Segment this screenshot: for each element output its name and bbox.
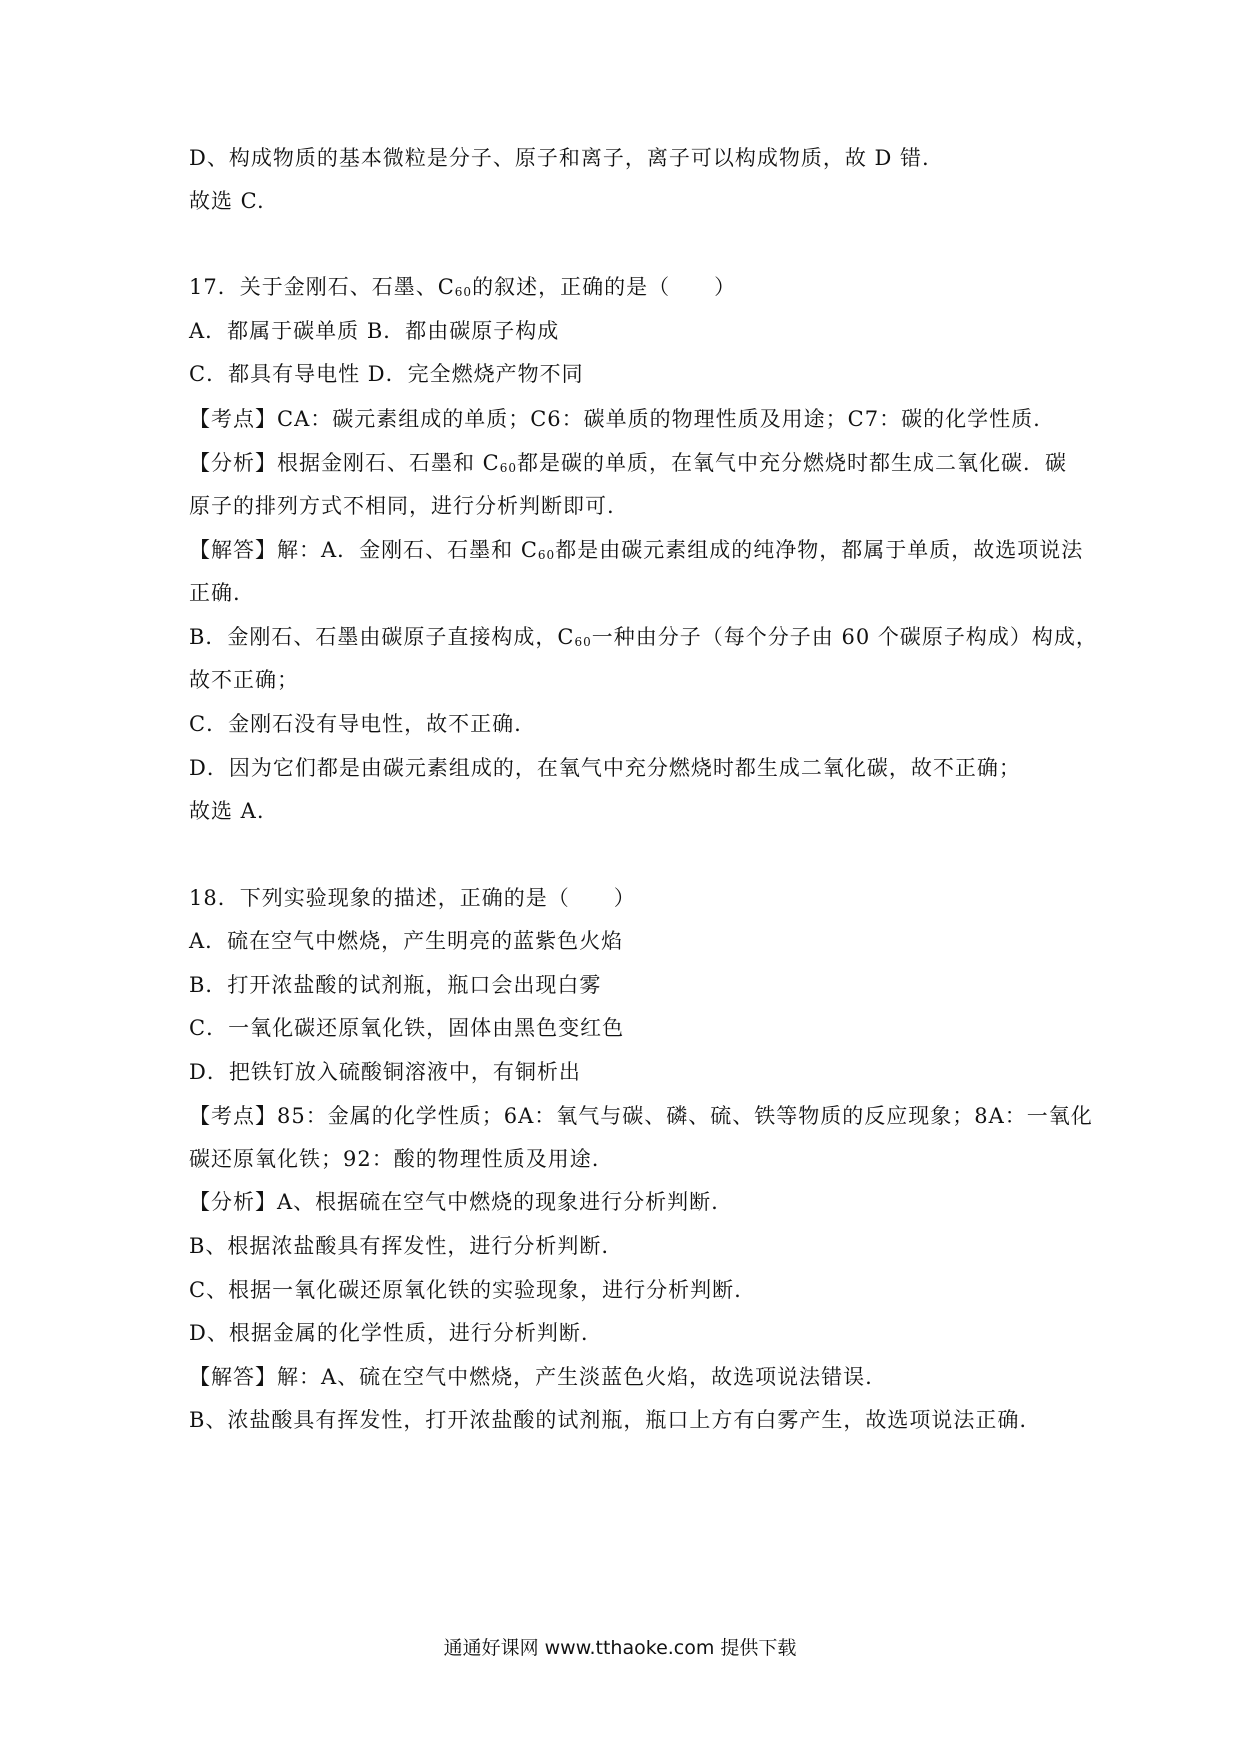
text-line [189,1144,599,1174]
question-18-fenxi [189,1187,719,1217]
line-text: B、根据浓盐酸具有挥发性，进行分析判断. [189,1234,610,1258]
line-text: D．因为它们都是由碳元素组成的，在氧气中充分燃烧时都生成二氧化碳，故不正确； [189,756,1021,780]
text-line [189,665,299,695]
subscript: 60 [537,548,556,562]
jieda-text: 【解答】解：A、硫在空气中燃烧，产生淡蓝色火焰，故选项说法错误. [189,1365,873,1389]
answer-text: 故选 A. [189,799,265,823]
kaodian-text: 【考点】85：金属的化学性质；6A：氧气与碳、磷、硫、铁等物质的反应现象；8A：一氧化 [189,1104,1093,1128]
subscript: 60 [499,461,518,475]
question-17-kaodian [189,404,1041,434]
question-18-option-b [189,970,601,1000]
stem-text: 的叙述，正确的是（ ） [472,275,737,299]
text-line [189,709,522,739]
question-17-jieda [189,535,1083,570]
stem-text: 17．关于金刚石、石墨、C [189,275,455,299]
subscript: 60 [454,285,473,299]
option-text: A．都属于碳单质 B．都由碳原子构成 [189,319,560,343]
question-17-fenxi [189,448,1067,483]
fenxi-text: 都是碳的单质，在氧气中充分燃烧时都生成二氧化碳．碳 [517,451,1068,475]
option-text: B．打开浓盐酸的试剂瓶，瓶口会出现白雾 [189,973,602,997]
line-text: B．金刚石、石墨由碳原子直接构成，C [189,625,575,649]
text-line [189,578,241,608]
question-17-stem [189,272,736,307]
line-text: D、根据金属的化学性质，进行分析判断. [189,1321,589,1345]
kaodian-text: 【考点】CA：碳元素组成的单质；C6：碳单质的物理性质及用途；C7：碳的化学性质. [189,407,1041,431]
question-18-option-a [189,926,623,956]
text-line [189,622,1098,657]
option-text: C．一氧化碳还原氧化铁，固体由黑色变红色 [189,1016,625,1040]
page-footer: 通通好课网 www.tthaoke.com 提供下载 [443,1637,797,1659]
question-18-option-d [189,1057,581,1087]
line-text: D、构成物质的基本微粒是分子、原子和离子，离子可以构成物质，故 D 错. [189,146,930,170]
line-text: 故不正确； [189,668,299,692]
subscript: 60 [574,635,592,649]
text-line [189,491,615,521]
line-text: C、根据一氧化碳还原氧化铁的实验现象，进行分析判断. [189,1278,742,1302]
fenxi-text: 【分析】A、根据硫在空气中燃烧的现象进行分析判断. [189,1190,719,1214]
text-line [189,1318,589,1348]
option-text: D．把铁钉放入硫酸铜溶液中，有铜析出 [189,1060,581,1084]
text-line [189,1405,1027,1435]
option-text: C．都具有导电性 D．完全燃烧产物不同 [189,362,584,386]
answer-line [189,796,265,826]
question-18-kaodian [189,1101,1093,1131]
stem-text: 18．下列实验现象的描述，正确的是（ ） [189,886,636,910]
jieda-text: 都是由碳元素组成的纯净物，都属于单质，故选项说法 [555,538,1084,562]
line-text: 正确. [189,581,241,605]
option-text: A．硫在空气中燃烧，产生明亮的蓝紫色火焰 [189,929,624,953]
question-18-jieda [189,1362,873,1392]
line-text: 故选 C. [189,189,265,213]
question-18-stem [189,883,636,913]
text-line [189,1231,609,1261]
line-text: 原子的排列方式不相同，进行分析判断即可. [189,494,615,518]
line-text: B、浓盐酸具有挥发性，打开浓盐酸的试剂瓶，瓶口上方有白雾产生，故选项说法正确. [189,1408,1028,1432]
line-text: 一种由分子（每个分子由 60 个碳原子构成）构成， [591,625,1098,649]
jieda-text: 【解答】解：A．金刚石、石墨和 C [189,538,538,562]
fenxi-text: 【分析】根据金刚石、石墨和 C [189,451,500,475]
question-17-options-cd [189,359,584,389]
text-line [189,143,930,173]
question-18-option-c [189,1013,624,1043]
text-line [189,1275,742,1305]
text-line [189,753,1021,783]
line-text: 碳还原氧化铁；92：酸的物理性质及用途. [189,1147,600,1171]
line-text: C．金刚石没有导电性，故不正确. [189,712,522,736]
text-line [189,186,265,216]
question-17-options-ab [189,316,559,346]
